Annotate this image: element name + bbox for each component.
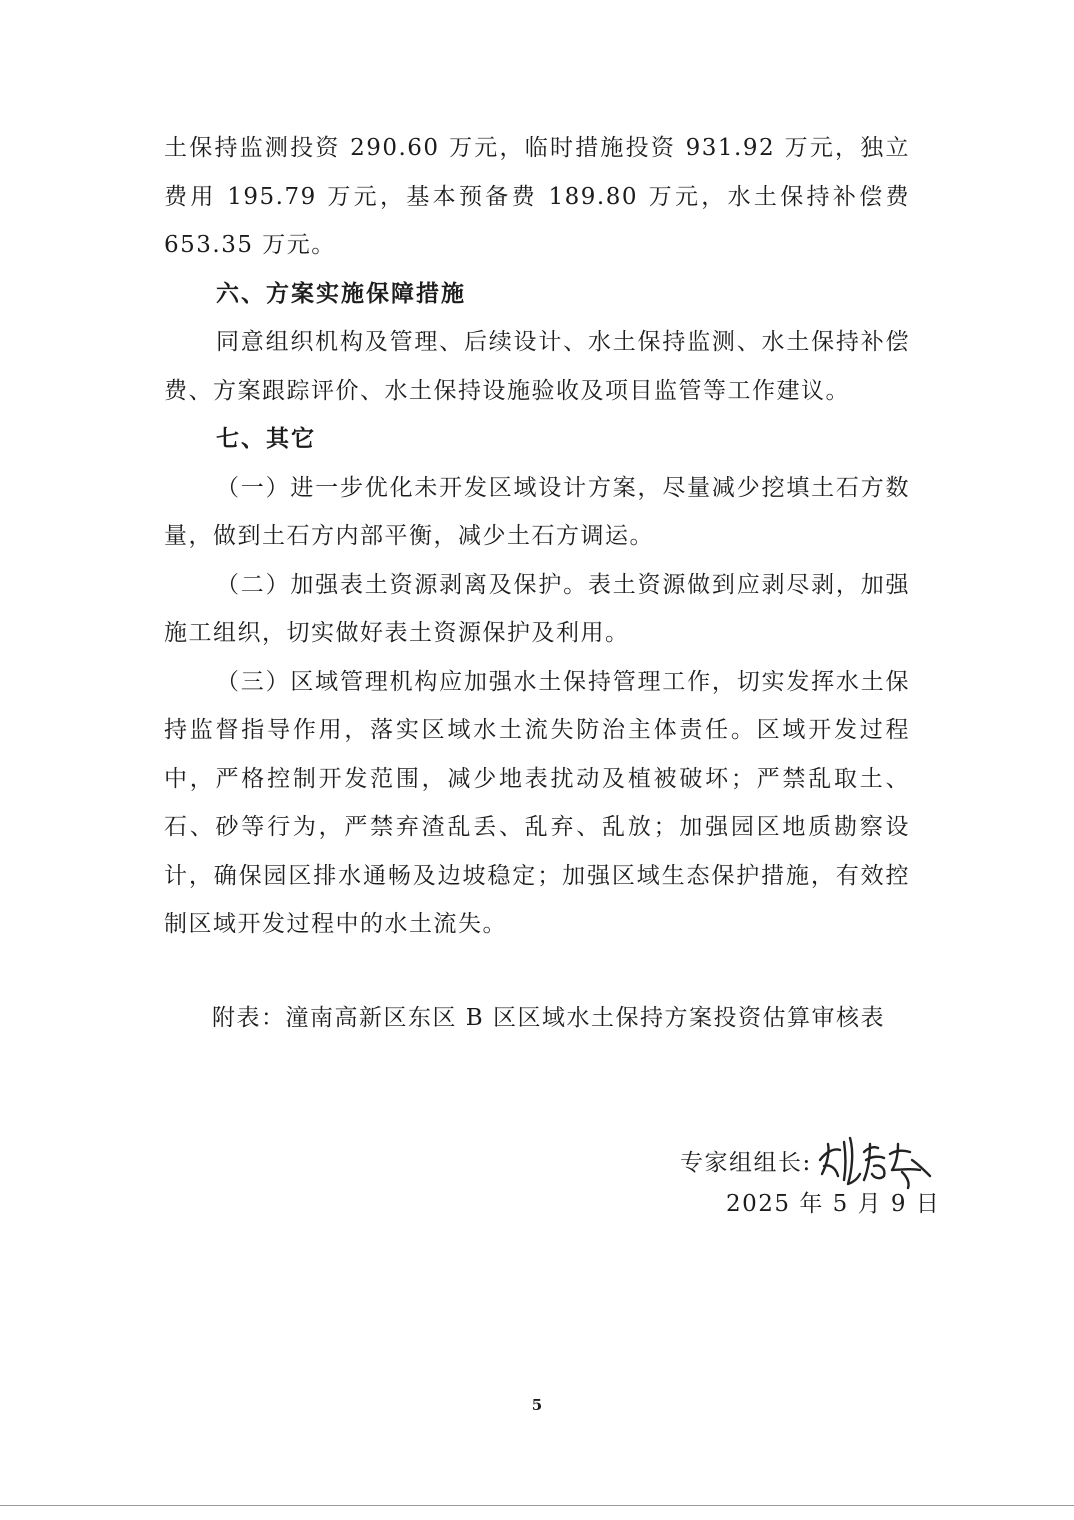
paragraph-item-2: （二）加强表土资源剥离及保护。表土资源做到应剥尽剥，加强施工组织，切实做好表土资源保护及利用。: [164, 571, 910, 646]
signature-date: 2025 年 5 月 9 日: [726, 1191, 941, 1217]
section-heading-7: 七、其它: [216, 425, 316, 452]
signature-block: [680, 1130, 934, 1190]
section-heading-6: 六、方案实施保障措施: [216, 279, 466, 307]
bottom-edge-line: [0, 1505, 1074, 1506]
page-number: 5: [531, 1396, 543, 1414]
paragraph-item-1: （一）进一步优化未开发区域设计方案，尽量减少挖填土石方数量，做到土石方内部平衡，减少土石方调运。: [164, 474, 910, 549]
paragraph-investment: 土保持监测投资 290.60 万元，临时措施投资 931.92 万元，独立费用 195.79 万元，基本预备费 189.80 万元，水土保持补偿费 653.35 万元。: [164, 135, 910, 258]
paragraph-guarantee-measures: 同意组织机构及管理、后续设计、水土保持监测、水土保持补偿费、方案跟踪评价、水土保持设施验收及项目监管等工作建议。: [164, 329, 910, 404]
signature-label: 专家组组长:: [680, 1149, 812, 1176]
attachment-note: 附表：潼南高新区东区 B 区区域水土保持方案投资估算审核表: [212, 1005, 886, 1031]
handwritten-signature: [814, 1130, 934, 1190]
body-text: [164, 124, 910, 949]
paragraph-item-3: （三）区域管理机构应加强水土保持管理工作，切实发挥水土保持监督指导作用，落实区域水土流失防治主体责任。区域开发过程中，严格控制开发范围，减少地表扰动及植被破坏；严禁乱取土、石、砂等行为，严禁弃渣乱丢、乱弃、乱放；加强园区地质勘察设计，确保园区排水通畅及边坡稳定；加强区域生态保护措施，有效控制区域开发过程中的水土流失。: [164, 668, 910, 937]
